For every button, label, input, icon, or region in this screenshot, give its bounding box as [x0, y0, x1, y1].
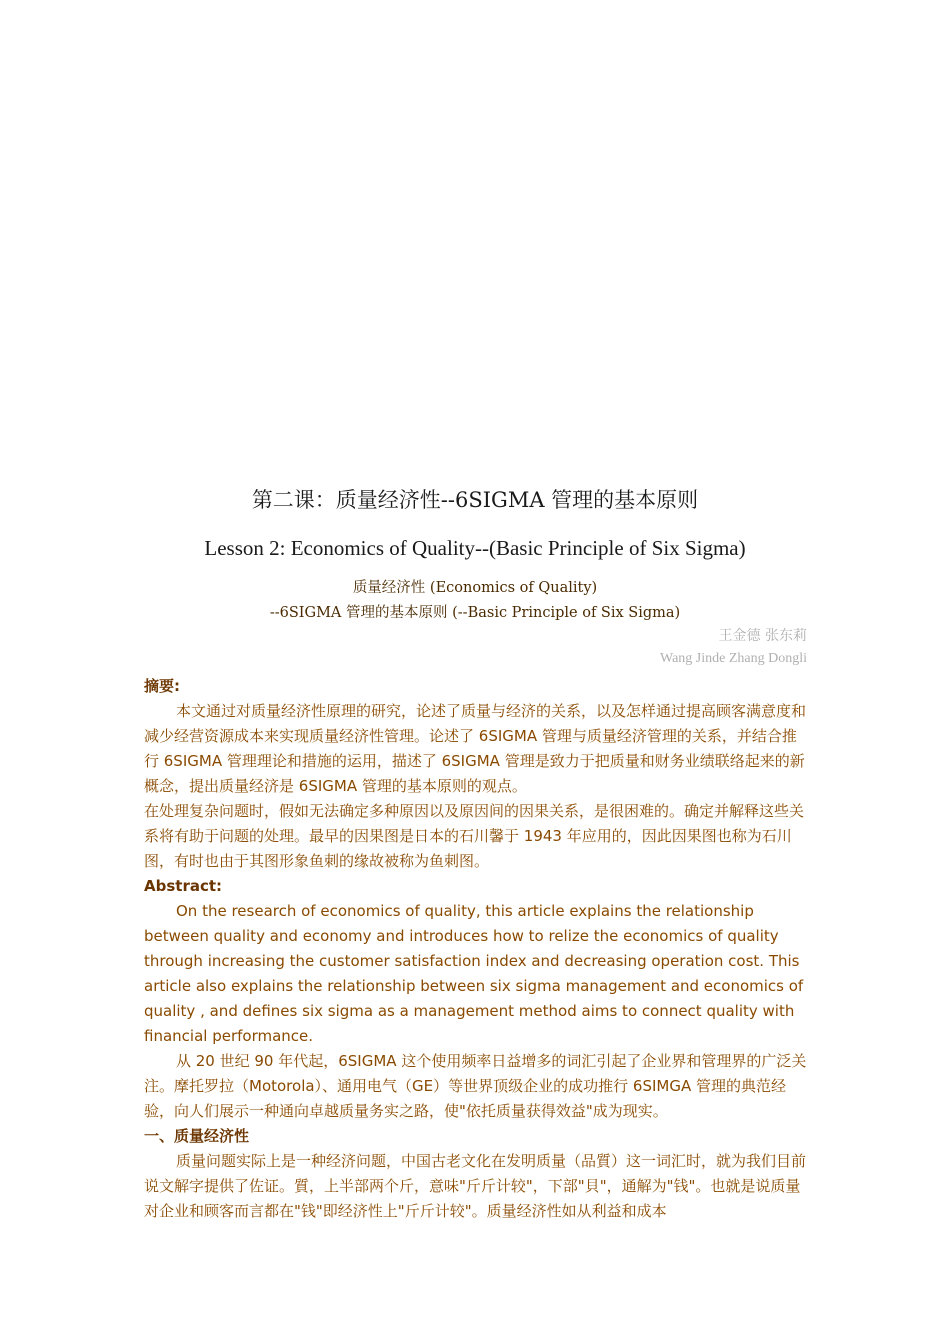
section-paragraph: 质量问题实际上是一种经济问题，中国古老文化在发明质量（品質）这一词汇时，就为我们目前说文解字提供了佐证。質，上半部两个斤，意味"斤斤计较"，下部"貝"，通解为"钱"。也就是说质量对企业和顾客而言都在"钱"即经济性上"斤斤计较"。质量经济性如从利益和成本 [144, 1152, 807, 1220]
abstract-cn-label: 摘要: [144, 677, 180, 695]
subtitle-economics: 质量经济性 (Economics of Quality) [352, 580, 598, 596]
author-english: Wang Jinde Zhang Dongli [659, 651, 807, 666]
abstract-en-label: Abstract: [144, 877, 223, 895]
cause-effect-paragraph: 在处理复杂问题时，假如无法确定多种原因以及原因间的因果关系，是很困难的。确定并解释这些关系将有助于问题的处理。最早的因果图是日本的石川馨于 1943 年应用的，因此因果图也称为石川图，有时也由于其图形象鱼刺的缘故被称为鱼刺图。 [144, 802, 805, 870]
title-chinese: 第二课：质量经济性--6SIGMA 管理的基本原则 [251, 488, 699, 512]
author-chinese: 王金德 张东莉 [718, 628, 807, 644]
abstract-en-paragraph: On the research of economics of quality, this article explains the relationship between quality and economy and introduces how to relize the economics of quality through increasing the customer satisfaction index and decreasing operation cost. This article also explains the relationship between six sigma management and economics of quality , and defines six sigma as a management method aims to connect quality with financial performance. [144, 902, 804, 1045]
subtitle-principle: --6SIGMA 管理的基本原则 (--Basic Principle of Six Sigma) [269, 605, 681, 621]
intro-paragraph: 从 20 世纪 90 年代起，6SIGMA 这个使用频率日益增多的词汇引起了企业界和管理界的广泛关注。摩托罗拉（Motorola）、通用电气（GE）等世界顶级企业的成功推行 6SIMGA 管理的典范经验，向人们展示一种通向卓越质量务实之路，使"依托质量获得效益"成为现实。 [144, 1052, 807, 1120]
document-body [144, 674, 810, 1224]
title-english: Lesson 2: Economics of Quality--(Basic Principle of Six Sigma) [204, 536, 746, 560]
abstract-cn-paragraph: 本文通过对质量经济性原理的研究，论述了质量与经济的关系，以及怎样通过提高顾客满意度和减少经营资源成本来实现质量经济性管理。论述了 6SIGMA 管理与质量经济管理的关系，并结合推行 6SIGMA 管理理论和措施的运用，描述了 6SIGMA 管理是致力于把质量和财务业绩联络起来的新概念，提出质量经济是 6SIGMA 管理的基本原则的观点。 [144, 702, 807, 795]
section-heading: 一、质量经济性 [144, 1127, 250, 1145]
